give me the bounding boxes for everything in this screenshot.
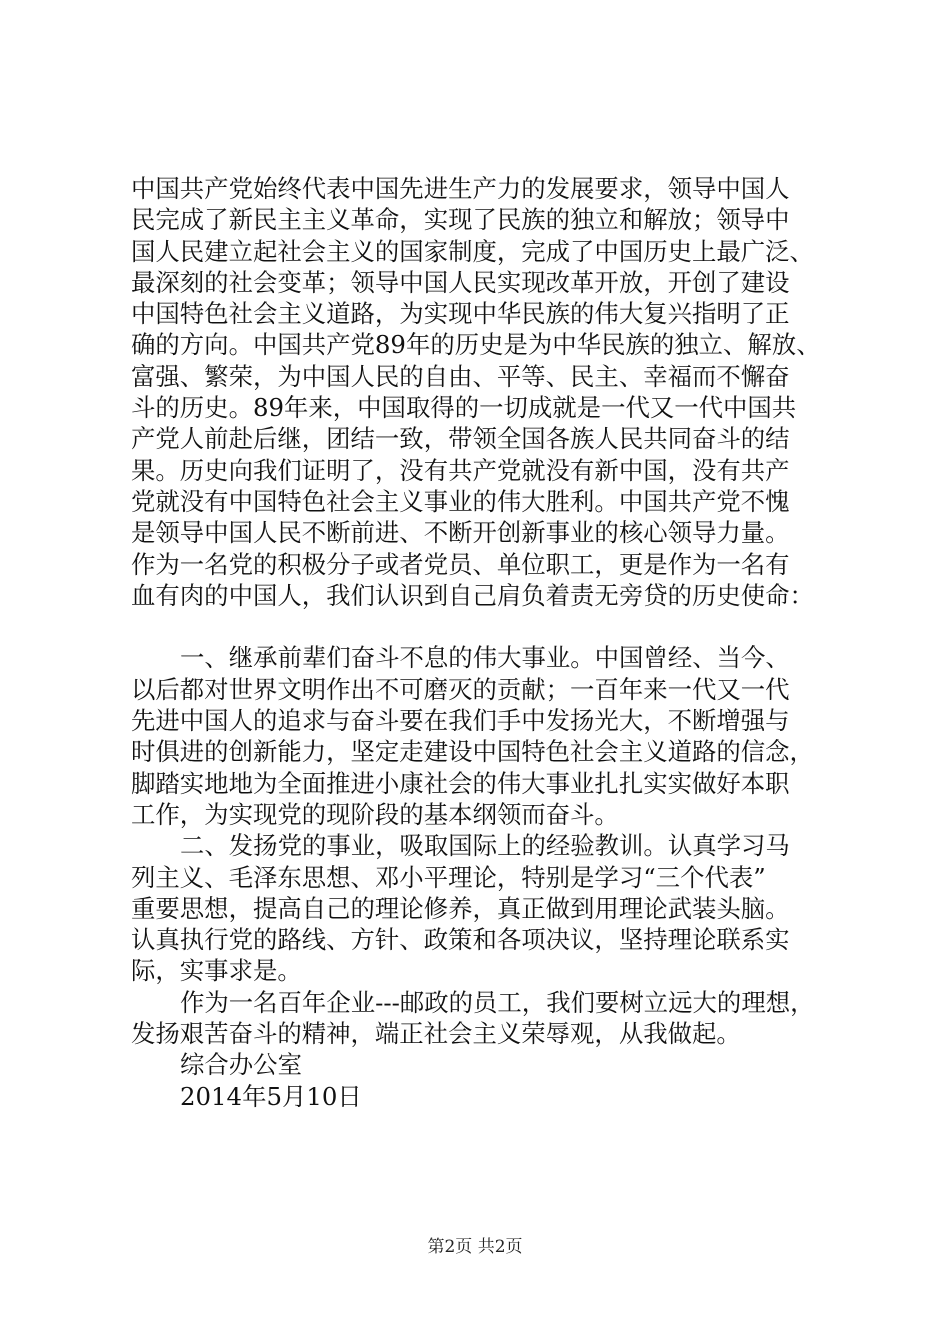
text-line: 发扬艰苦奋斗的精神，端正社会主义荣辱观，从我做起。 [131, 1019, 741, 1049]
text-line: 最深刻的社会变革；领导中国人民实现改革开放，开创了建设 [131, 267, 790, 297]
text-line: 先进中国人的追求与奋斗要在我们手中发扬光大，不断增强与 [131, 706, 790, 736]
text-line: 作为一名党的积极分子或者党员、单位职工，更是作为一名有 [131, 549, 790, 579]
text-line: 国人民建立起社会主义的国家制度，完成了中国历史上最广泛、 [131, 236, 814, 266]
paragraph-gap [131, 611, 831, 642]
text-line: 际，实事求是。 [131, 956, 302, 986]
text-line: 时俱进的创新能力，坚定走建设中国特色社会主义道路的信念， [131, 737, 814, 767]
text-line: 是领导中国人民不断前进、不断开创新事业的核心领导力量。 [131, 518, 790, 548]
text-line: 中国特色社会主义道路，为实现中华民族的伟大复兴指明了正 [131, 299, 790, 329]
text-line: 产党人前赴后继，团结一致，带领全国各族人民共同奋斗的结 [131, 424, 790, 454]
text-line: 果。历史向我们证明了，没有共产党就没有新中国，没有共产 [131, 455, 790, 485]
text-line: 斗的历史。89年来，中国取得的一切成就是一代又一代中国共 [131, 393, 797, 423]
paragraph-1 [131, 173, 831, 611]
text-line: 列主义、毛泽东思想、邓小平理论，特别是学习“三个代表” [131, 862, 766, 892]
paragraph-3 [131, 830, 831, 986]
text-line: 以后都对世界文明作出不可磨灭的贡献；一百年来一代又一代 [131, 674, 790, 704]
text-line: 脚踏实地地为全面推进小康社会的伟大事业扎扎实实做好本职 [131, 768, 790, 798]
page-indicator: 第2页 共2页 [427, 1237, 523, 1257]
text-line: 确的方向。中国共产党89年的历史是为中华民族的独立、解放、 [131, 330, 821, 360]
text-line: 二、发扬党的事业，吸取国际上的经验教训。认真学习马 [180, 831, 790, 861]
text-line: 认真执行党的路线、方针、政策和各项决议，坚持理论联系实 [131, 925, 790, 955]
text-line: 民完成了新民主主义革命，实现了民族的独立和解放；领导中 [131, 205, 790, 235]
text-line: 富强、繁荣，为中国人民的自由、平等、民主、幸福而不懈奋 [131, 361, 790, 391]
text-line: 重要思想，提高自己的理论修养，真正做到用理论武装头脑。 [131, 893, 790, 923]
text-line: 一、继承前辈们奋斗不息的伟大事业。中国曾经、当今、 [180, 643, 790, 673]
text-line: 血有肉的中国人，我们认识到自己肩负着责无旁贷的历史使命： [131, 580, 814, 610]
text-line: 作为一名百年企业---邮政的员工，我们要树立远大的理想， [180, 987, 815, 1017]
text-line: 工作，为实现党的现阶段的基本纲领而奋斗。 [131, 799, 619, 829]
paragraph-2 [131, 642, 831, 830]
document-body [131, 173, 831, 1112]
signature-department: 综合办公室 [180, 1050, 302, 1080]
text-line: 中国共产党始终代表中国先进生产力的发展要求，领导中国人 [131, 174, 790, 203]
paragraph-4 [131, 987, 831, 1050]
page-footer [0, 1236, 950, 1258]
text-line: 党就没有中国特色社会主义事业的伟大胜利。中国共产党不愧 [131, 486, 790, 516]
document-date: 2014年5月10日 [180, 1081, 362, 1111]
